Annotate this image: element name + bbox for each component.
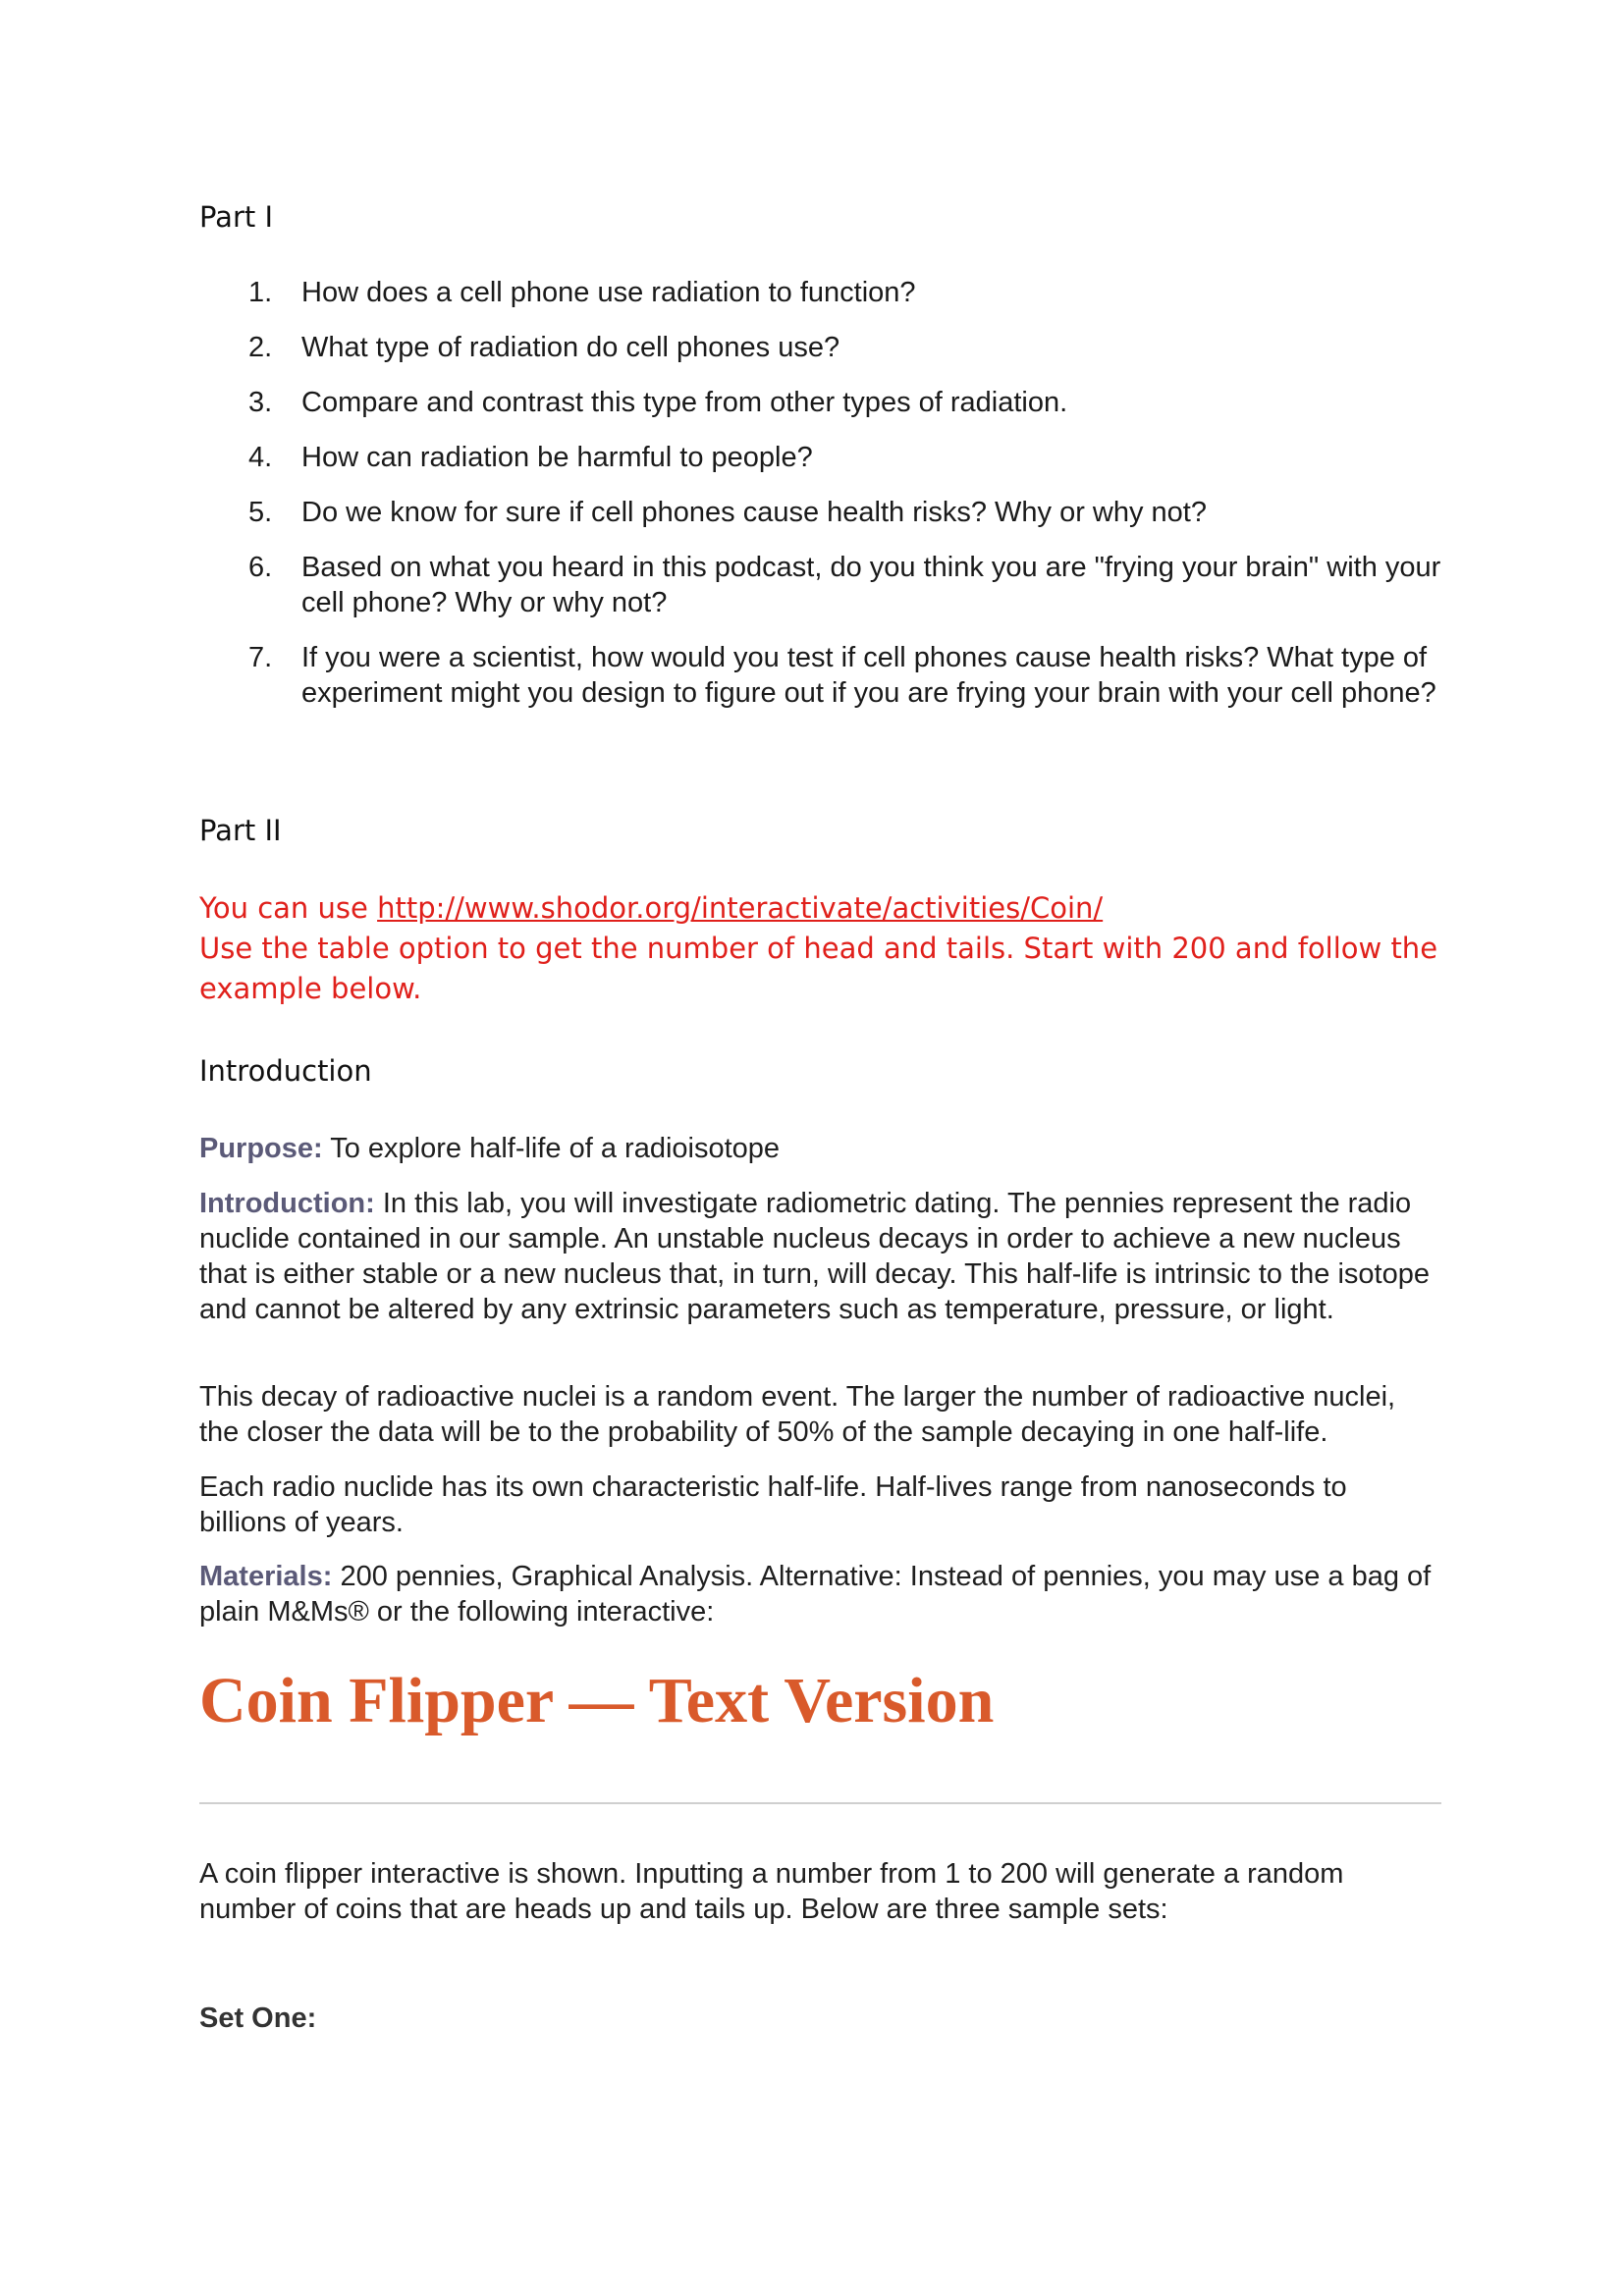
question-list	[199, 275, 1441, 730]
halflife-paragraph: Each radio nuclide has its own characteristic half-life. Half-lives range from nanoseconds to billions of years.	[199, 1471, 1347, 1538]
question-text: Compare and contrast this type from other types of radiation.	[301, 387, 1068, 418]
question-text: Do we know for sure if cell phones cause health risks? Why or why not?	[301, 497, 1207, 528]
question-text: Based on what you heard in this podcast, do you think you are "frying your brain" with your cell phone? Why or why not?	[301, 552, 1441, 618]
part1-heading: Part I	[199, 200, 274, 234]
purpose-text: To explore half-life of a radioisotope	[322, 1133, 781, 1164]
coin-activity-link[interactable]: http://www.shodor.org/interactivate/activities/Coin/	[377, 891, 1104, 925]
materials-label: Materials:	[199, 1561, 333, 1592]
decay-paragraph: This decay of radioactive nuclei is a random event. The larger the number of radioactive nuclei, the closer the data will be to the probability of 50% of the sample decaying in one half-life.	[199, 1381, 1396, 1448]
question-number: 5.	[248, 497, 273, 528]
list-item	[199, 385, 1441, 420]
question-number: 6.	[248, 552, 273, 583]
list-item	[199, 640, 1441, 711]
introduction-label: Introduction:	[199, 1188, 375, 1219]
question-text: If you were a scientist, how would you test if cell phones cause health risks? What type of experiment might you design to figure out if you are frying your brain with your cell phone?	[301, 642, 1436, 709]
introduction-text: In this lab, you will investigate radiometric dating. The pennies represent the radio nuclide contained in our sample. An unstable nucleus decays in order to achieve a new nucleus that is either stable or a new nucleus that, in turn, will decay. This half-life is intrinsic to the isotope and cannot be altered by any extrinsic parameters such as temperature, pressure, or light.	[199, 1188, 1430, 1325]
instruction-block	[199, 888, 1441, 1009]
coin-flipper-title: Coin Flipper — Text Version	[199, 1665, 995, 1736]
question-number: 3.	[248, 387, 273, 418]
question-text: How does a cell phone use radiation to function?	[301, 277, 916, 308]
question-text: How can radiation be harmful to people?	[301, 442, 813, 473]
list-item	[199, 330, 1441, 365]
question-text: What type of radiation do cell phones use?	[301, 332, 840, 363]
instruction-prefix: You can use	[199, 891, 378, 925]
coin-description: A coin flipper interactive is shown. Inputting a number from 1 to 200 will generate a random number of coins that are heads up and tails up. Below are three sample sets:	[199, 1858, 1344, 1925]
list-item	[199, 440, 1441, 475]
question-number: 1.	[248, 277, 273, 308]
set-one-label: Set One:	[199, 2002, 317, 2034]
question-number: 2.	[248, 332, 273, 363]
materials-text: 200 pennies, Graphical Analysis. Alternative: Instead of pennies, you may use a bag of plain M&Ms® or the following interactive:	[199, 1561, 1432, 1628]
instruction-text: Use the table option to get the number of head and tails. Start with 200 and follow the example below.	[199, 932, 1438, 1005]
purpose-paragraph	[199, 1131, 1441, 1166]
introduction-paragraph	[199, 1186, 1441, 1327]
question-number: 7.	[248, 642, 273, 673]
introduction-heading: Introduction	[199, 1054, 372, 1088]
question-number: 4.	[248, 442, 273, 473]
part2-heading: Part II	[199, 814, 282, 847]
materials-paragraph	[199, 1559, 1441, 1629]
purpose-label: Purpose:	[199, 1133, 323, 1164]
list-item	[199, 275, 1441, 310]
list-item	[199, 550, 1441, 620]
instruction-line	[199, 888, 1441, 929]
divider	[199, 1802, 1441, 1804]
list-item	[199, 495, 1441, 530]
